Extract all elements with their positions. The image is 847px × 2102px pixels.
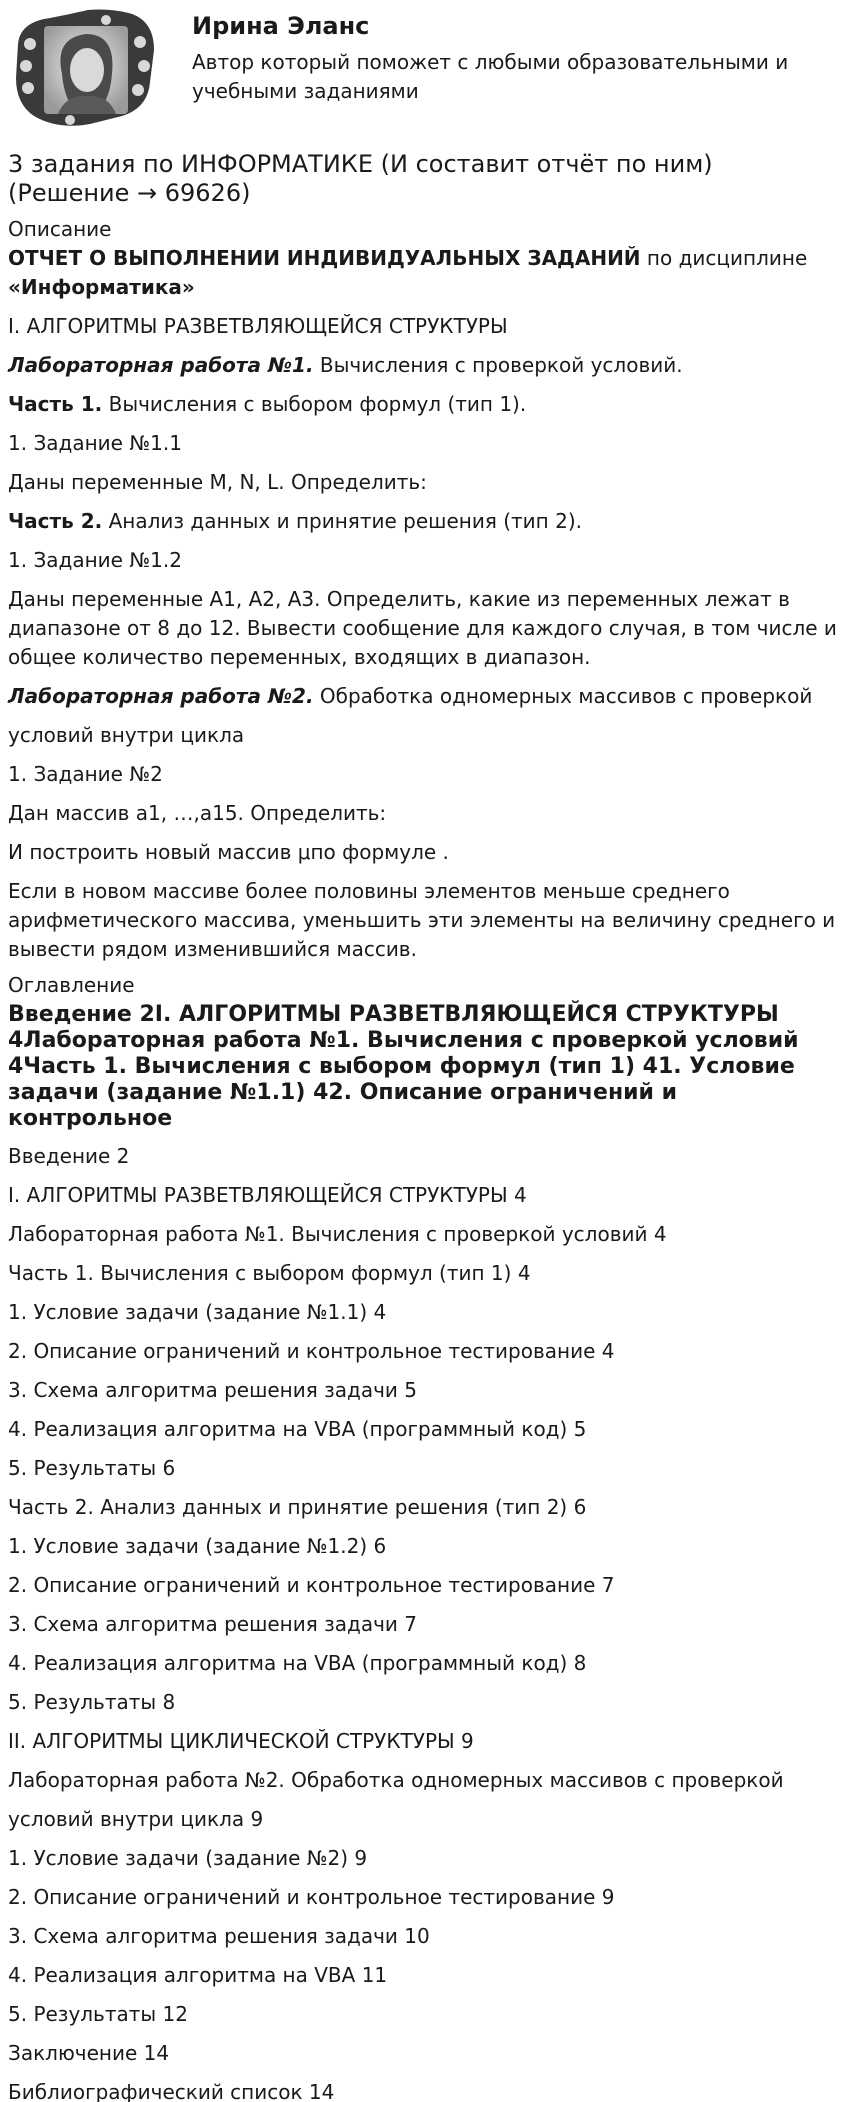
toc-item: Часть 1. Вычисления с выбором формул (тип 1) 4 <box>8 1261 531 1285</box>
toc-item: 1. Условие задачи (задание №1.1) 4 <box>8 1300 387 1324</box>
given-3: Дан массив a1, …,a15. Определить: <box>8 801 387 825</box>
toc-item: Библиографический список 14 <box>8 2080 335 2102</box>
part1-bold: Часть 1. <box>8 392 103 416</box>
part2-line <box>8 507 839 536</box>
lab2-rest: Обработка одномерных массивов с проверкой <box>313 684 813 708</box>
toc-item: 2. Описание ограничений и контрольное тестирование 9 <box>8 1885 615 1909</box>
toc-item: 3. Схема алгоритма решения задачи 7 <box>8 1612 418 1636</box>
toc-item: Лабораторная работа №2. Обработка одномерных массивов с проверкой <box>8 1768 784 1792</box>
report-heading-bold: ОТЧЕТ О ВЫПОЛНЕНИИ ИНДИВИДУАЛЬНЫХ ЗАДАНИЙ <box>8 246 641 270</box>
given-2: Даны переменные A1, A2, A3. Определить, какие из переменных лежат в диапазоне от 8 до 12. Вывести сообщение для каждого случая, в том числе и общее количество переменных, входящих в диапазон. <box>8 587 837 669</box>
toc-item: 4. Реализация алгоритма на VBA 11 <box>8 1963 388 1987</box>
report-heading-subject: «Информатика» <box>8 275 195 299</box>
toc-item: 1. Условие задачи (задание №1.2) 6 <box>8 1534 387 1558</box>
toc-item: II. АЛГОРИТМЫ ЦИКЛИЧЕСКОЙ СТРУКТУРЫ 9 <box>8 1729 474 1753</box>
toc-item: I. АЛГОРИТМЫ РАЗВЕТВЛЯЮЩЕЙСЯ СТРУКТУРЫ 4 <box>8 1183 527 1207</box>
lab1-line <box>8 351 839 380</box>
toc-item: условий внутри цикла 9 <box>8 1807 264 1831</box>
toc-item: 2. Описание ограничений и контрольное тестирование 4 <box>8 1339 615 1363</box>
part2-rest: Анализ данных и принятие решения (тип 2). <box>102 509 582 533</box>
given-1: Даны переменные M, N, L. Определить: <box>8 470 427 494</box>
task-1-1: 1. Задание №1.1 <box>8 431 182 455</box>
part2-bold: Часть 2. <box>8 509 103 533</box>
lab1-rest: Вычисления с проверкой условий. <box>313 353 683 377</box>
toc-list <box>8 1142 839 2102</box>
toc-item: 5. Результаты 8 <box>8 1690 176 1714</box>
author-name[interactable]: Ирина Эланс <box>192 12 370 40</box>
toc-item: Заключение 14 <box>8 2041 170 2065</box>
lab2-line <box>8 682 839 711</box>
description-label: Описание <box>8 217 112 241</box>
toc-item: 3. Схема алгоритма решения задачи 10 <box>8 1924 430 1948</box>
author-header <box>8 0 839 140</box>
author-description: Автор который поможет с любыми образовательными и учебными заданиями <box>192 50 789 103</box>
toc-item: Часть 2. Анализ данных и принятие решения (тип 2) 6 <box>8 1495 587 1519</box>
task-2: 1. Задание №2 <box>8 762 163 786</box>
build-array: И построить новый массив μпо формуле . <box>8 840 449 864</box>
report-heading-rest: по дисциплине <box>640 246 808 270</box>
work-title: 3 задания по ИНФОРМАТИКЕ (И составит отчёт по ним) (Решение → 69626) <box>8 150 713 207</box>
report-heading <box>8 244 839 302</box>
if-new-array: Если в новом массиве более половины элементов меньше среднего арифметического массива, уменьшить эти элементы на величину среднего и вывести рядом изменившийся массив. <box>8 879 836 961</box>
lab2-continuation: условий внутри цикла <box>8 723 245 747</box>
toc-item: Лабораторная работа №1. Вычисления с проверкой условий 4 <box>8 1222 667 1246</box>
toc-item: 4. Реализация алгоритма на VBA (программный код) 8 <box>8 1651 587 1675</box>
toc-label: Оглавление <box>8 973 135 997</box>
toc-item: 5. Результаты 12 <box>8 2002 188 2026</box>
toc-item: 1. Условие задачи (задание №2) 9 <box>8 1846 368 1870</box>
toc-item: Введение 2 <box>8 1144 130 1168</box>
toc-item: 4. Реализация алгоритма на VBA (программный код) 5 <box>8 1417 587 1441</box>
task-1-2: 1. Задание №1.2 <box>8 548 182 572</box>
lab2-bold: Лабораторная работа №2. <box>8 684 314 708</box>
part1-rest: Вычисления с выбором формул (тип 1). <box>102 392 527 416</box>
avatar[interactable] <box>10 4 160 132</box>
section-title: I. АЛГОРИТМЫ РАЗВЕТВЛЯЮЩЕЙСЯ СТРУКТУРЫ <box>8 314 508 338</box>
toc-item: 5. Результаты 6 <box>8 1456 176 1480</box>
toc-item: 3. Схема алгоритма решения задачи 5 <box>8 1378 418 1402</box>
toc-bold-summary: Введение 2I. АЛГОРИТМЫ РАЗВЕТВЛЯЮЩЕЙСЯ СТРУКТУРЫ 4Лабораторная работа №1. Вычисления с проверкой условий 4Часть 1. Вычисления с выбором формул (тип 1) 41. Условие задачи (задание №1.1) 42. Описание ограничений и контрольное <box>8 1002 799 1131</box>
part1-line <box>8 390 839 419</box>
lab1-bold: Лабораторная работа №1. <box>8 353 314 377</box>
toc-item: 2. Описание ограничений и контрольное тестирование 7 <box>8 1573 615 1597</box>
